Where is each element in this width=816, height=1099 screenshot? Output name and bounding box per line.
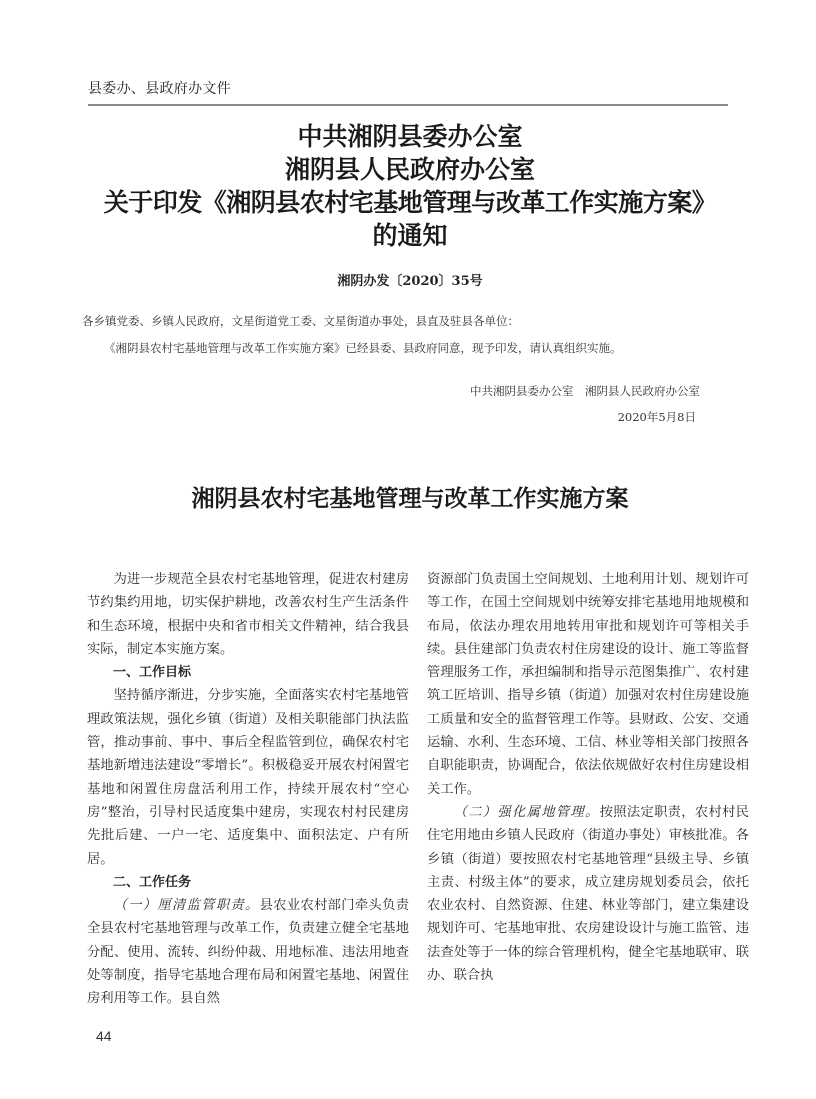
task1-paragraph: [87, 894, 409, 1010]
notice-title-line: 湘阴县人民政府办公室: [284, 155, 535, 184]
intro-paragraph: 为进一步规范全县农村宅基地管理，促进农村建房节约集约用地，切实保护耕地，改善农村生产生活条件和生态环境，根据中央和省市相关文件精神，结合我县实际，制定本实施方案。: [87, 572, 409, 657]
task1-label: （一）厘清监管职责。: [113, 898, 260, 914]
section1-paragraph: 坚持循序渐进，分步实施，全面落实农村宅基地管理政策法规，强化乡镇（街道）及相关职能部门执法监管，推动事前、事中、事后全程监管到位，确保农村宅基地新增违法建设“零增长”。积极稳妥开展农村闲置宅基地和闲置住房盘活利用工作，持续开展农村“空心房”整治，引导村民适度集中建房，实现农村村民建房先批后建、一户一宅、适度集中、面积法定、户有所居。: [87, 688, 409, 867]
notice-title-line: 关于印发《湘阴县农村宅基地管理与改革工作实施方案》: [103, 188, 717, 217]
running-head: 县委办、县政府办文件: [88, 81, 231, 97]
left-column: [87, 568, 409, 1011]
task2-paragraph: [427, 801, 749, 987]
task2-body: 按照法定职责，农村村民住宅用地由乡镇人民政府（街道办事处）审核批准。各乡镇（街道）要按照农村宅基地管理“县级主导、乡镇主责、村级主体”的要求，成立建房规划委员会，依托农业农村、自然资源、住建、林业等部门，建立集建设规划许可、宅基地审批、农房建设设计与施工监管、违法查处等于一体的综合管理机构，健全宅基地联审、联办、联合执: [427, 804, 750, 984]
section-heading: 一、工作目标: [113, 665, 192, 681]
notice-body: 《湘阴县农村宅基地管理与改革工作实施方案》已经县委、县政府同意，现予印发，请认真组织实施。: [104, 341, 622, 355]
recipients: 各乡镇党委、乡镇人民政府，文星街道党工委、文星街道办事处，县直及驻县各单位：: [82, 314, 519, 328]
task2-label: （二）强化属地管理。: [453, 804, 600, 820]
document-number: 湘阴办发〔2020〕35号: [337, 274, 483, 289]
right-column: [427, 568, 749, 987]
notice-title: [60, 120, 760, 252]
plan-title: 湘阴县农村宅基地管理与改革工作实施方案: [191, 485, 629, 512]
notice-title-line: 中共湘阴县委办公室: [297, 122, 523, 151]
section-heading: 二、工作任务: [113, 874, 192, 890]
signature-date: 2020年5月8日: [617, 410, 696, 424]
signature: 中共湘阴县委办公室 湘阴县人民政府办公室: [470, 384, 700, 398]
header-rule: [88, 104, 728, 106]
page-number: 44: [96, 1028, 112, 1044]
task1-body: 县农业农村部门牵头负责全县农村宅基地管理与改革工作，负责建立健全宅基地分配、使用、流转、纠纷仲裁、用地标准、违法用地查处等制度，指导宅基地合理布局和闲置宅基地、闲置住房利用等工作。县自然: [87, 898, 410, 1007]
notice-title-line: 的通知: [372, 221, 448, 250]
task1-continuation: 资源部门负责国土空间规划、土地利用计划、规划许可等工作，在国土空间规划中统筹安排宅基地用地规模和布局，依法办理农用地转用审批和规划许可等相关手续。县住建部门负责农村住房建设的设计、施工等监督管理服务工作，承担编制和指导示范图集推广、农村建筑工匠培训、指导乡镇（街道）加强对农村住房建设施工质量和安全的监督管理工作等。县财政、公安、交通运输、水利、生态环境、工信、林业等相关部门按照各自职能职责，协调配合，依法依规做好农村住房建设相关工作。: [427, 572, 749, 797]
